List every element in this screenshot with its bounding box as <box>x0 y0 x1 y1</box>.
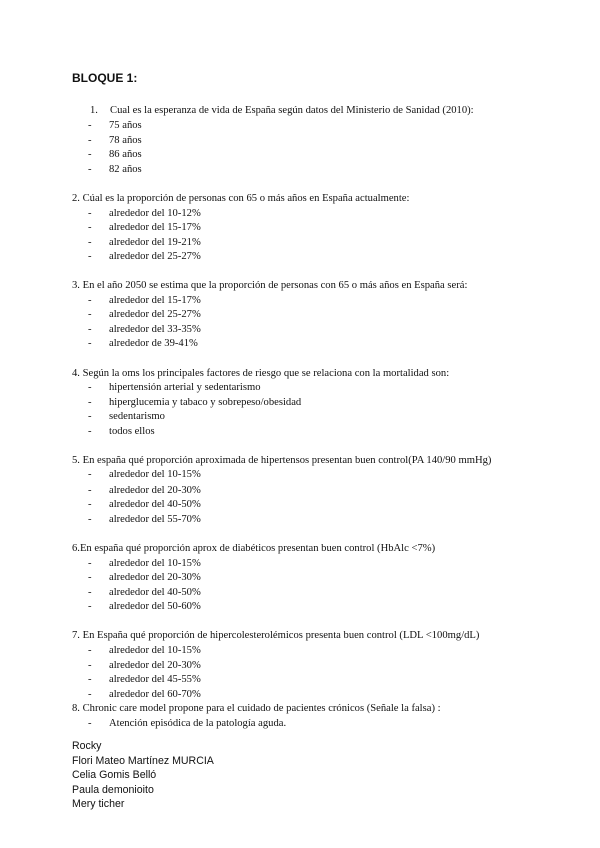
question-2: 2. Cúal es la proporción de personas con 65 o más años en España actualmente: <box>72 193 410 204</box>
option-7a: - alrededor del 10-15% <box>88 645 201 656</box>
option-2b: - alrededor del 15-17% <box>88 222 201 233</box>
option-6a: - alrededor del 10-15% <box>88 558 201 569</box>
option-8a: - Atención episódica de la patología aguda. <box>88 718 287 729</box>
option-3a: - alrededor del 15-17% <box>88 295 201 306</box>
question-3: 3. En el año 2050 se estima que la proporción de personas con 65 o más años en España será: <box>72 280 468 291</box>
author-name: Paula demonioito <box>72 784 154 796</box>
author-name: Rocky <box>72 740 102 752</box>
question-1 <box>72 104 474 117</box>
question-7: 7. En España qué proporción de hipercolesterolémicos presenta buen control (LDL <100mg/dL) <box>72 630 480 641</box>
option-5a: - alrededor del 10-15% <box>88 469 201 480</box>
option-3b: - alrededor del 25-27% <box>88 309 201 320</box>
question-5: 5. En españa qué proporción aproximada de hipertensos presentan buen control(PA 140/90 mmHg) <box>72 455 492 466</box>
question-6: 6.En españa qué proporción aprox de diabéticos presentan buen control (HbAlc <7%) <box>72 543 436 554</box>
author-name: Flori Mateo Martínez MURCIA <box>72 755 214 767</box>
option-1b: - 78 años <box>88 135 142 146</box>
option-1d: - 82 años <box>88 164 142 175</box>
option-7b: - alrededor del 20-30% <box>88 660 201 671</box>
option-4a: - hipertensión arterial y sedentarismo <box>88 382 261 393</box>
option-5b: - alrededor del 20-30% <box>88 485 201 496</box>
block-heading: BLOQUE 1: <box>72 71 138 85</box>
option-6d: - alrededor del 50-60% <box>88 601 201 612</box>
option-7d: - alrededor del 60-70% <box>88 689 201 700</box>
option-2c: - alrededor del 19-21% <box>88 237 201 248</box>
option-7c: - alrededor del 45-55% <box>88 674 201 685</box>
option-6c: - alrededor del 40-50% <box>88 587 201 598</box>
option-3c: - alrededor del 33-35% <box>88 324 201 335</box>
option-4c: - sedentarismo <box>88 411 165 422</box>
option-5d: - alrededor del 55-70% <box>88 514 201 525</box>
option-2d: - alrededor del 25-27% <box>88 251 201 262</box>
option-1c: - 86 años <box>88 149 142 160</box>
author-name: Mery ticher <box>72 798 125 810</box>
question-4: 4. Según la oms los principales factores de riesgo que se relaciona con la mortalidad son: <box>72 368 450 379</box>
question-8: 8. Chronic care model propone para el cuidado de pacientes crónicos (Señale la falsa) : <box>72 703 441 714</box>
question-1-number: 1. <box>90 105 98 116</box>
option-3d: - alrededor de 39-41% <box>88 338 198 349</box>
author-name: Celia Gomis Belló <box>72 769 157 781</box>
option-1a: - 75 años <box>88 120 142 131</box>
option-6b: - alrededor del 20-30% <box>88 572 201 583</box>
option-2a: - alrededor del 10-12% <box>88 208 201 219</box>
question-1-text: Cual es la esperanza de vida de España según datos del Ministerio de Sanidad (2010): <box>110 105 474 116</box>
option-4b: - hiperglucemia y tabaco y sobrepeso/obesidad <box>88 397 302 408</box>
option-5c: - alrededor del 40-50% <box>88 499 201 510</box>
option-4d: - todos ellos <box>88 426 155 437</box>
